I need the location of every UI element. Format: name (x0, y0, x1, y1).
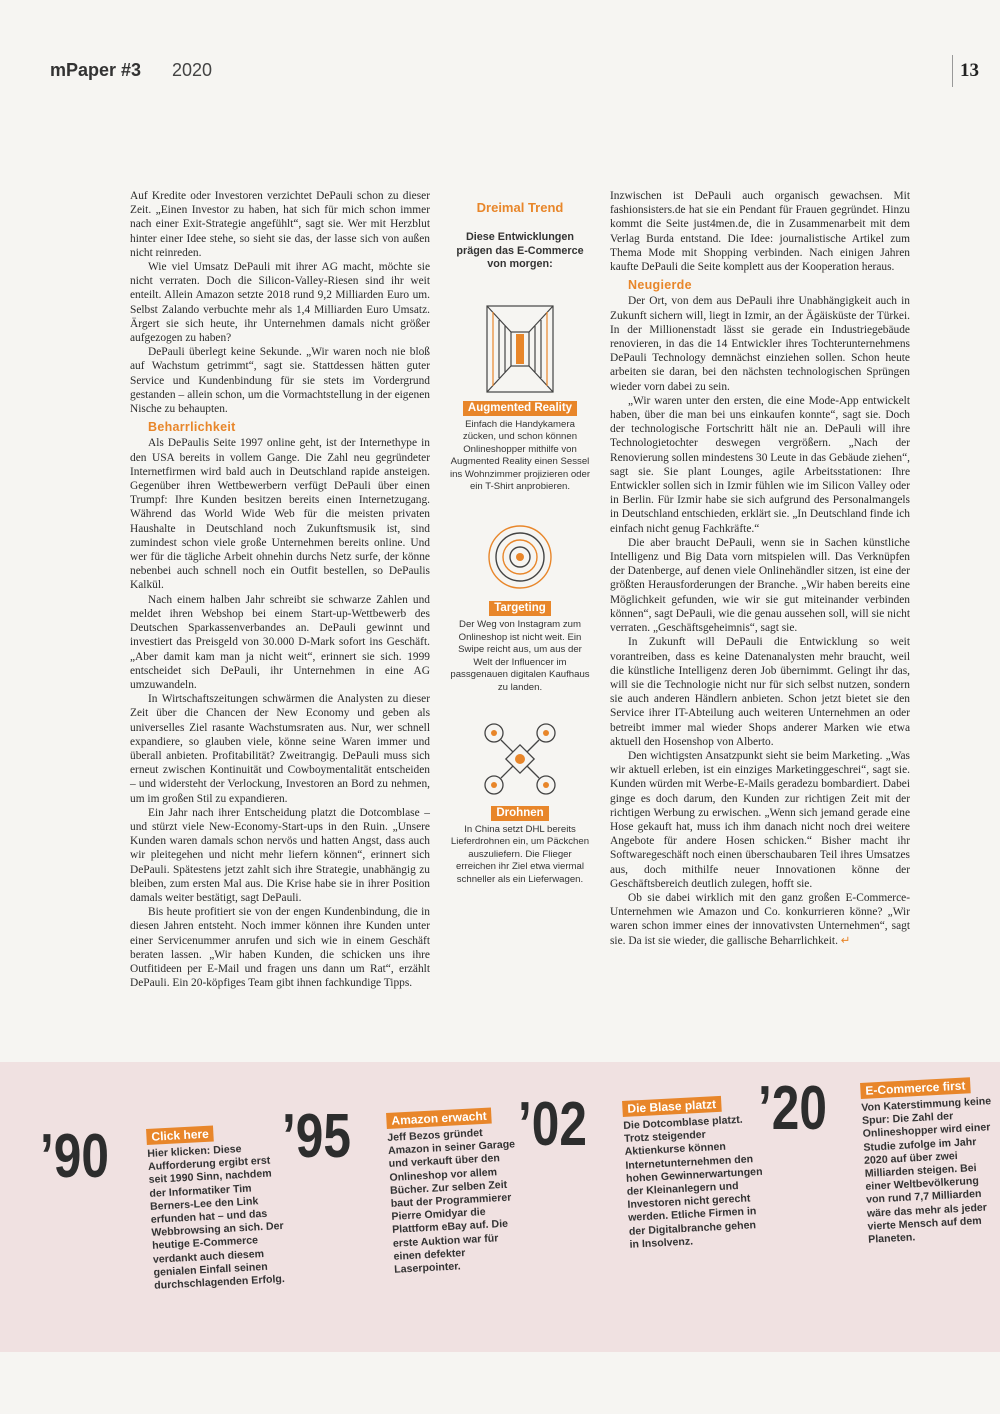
trend-text: Der Weg von Instagram zum Onlineshop ist nicht weit. Ein Swipe reicht aus, um aus der Welt der Influencer im passgenauen digitalen Kaufhaus zu landen. (450, 619, 590, 694)
trend-sidebar (448, 200, 592, 887)
timeline-entry (386, 1105, 526, 1277)
trend-text: In China setzt DHL bereits Lieferdrohnen ein, um Päckchen auszuliefern. Die Flieger erreichen ihr Ziel etwa viermal schneller als ein Lieferwagen. (450, 823, 590, 885)
paragraph: Auf Kredite oder Investoren verzichtet DePauli schon zu dieser Zeit. „Einen Investor zu haben, hat sich für mich schon immer nach einer Exit-Strategie angefühlt“, sagt sie. Wer mit Herzblut hinter einer Idee stehe, so sieht sie das, der lasse sich von außen nicht reinreden. (130, 190, 430, 259)
paragraph: Der Ort, von dem aus DePauli ihre Unabhängigkeit auch in Zukunft sichern will, liegt in Izmir, an der Ägäisküste der Türkei. In der Millionenstadt lässt sie gerade ein Industriegebäude renovieren, in das die 14 Entwickler ihres Tochterunternehmens DePauli Technology demnächst einziehen sollen. Schon heute arbeiten sie daran, bei den nächsten technologischen Sprüngen wieder vorn dabei zu sein. (610, 295, 910, 393)
timeline-label: Click here (146, 1125, 214, 1145)
section-heading: Beharrlichkeit (148, 420, 236, 435)
paragraph: Bis heute profitiert sie von der engen Kundenbindung, die in diesen Jahren entsteht. Noch immer können ihre Kunden unter einer Servicenummer anrufen und sich wie in einem Geschäft beraten lassen. „Wir haben Kunden, die schicken uns ihre Outfitideen per E-Mail und fragen uns dann um Rat“, erzählt DePauli. Ein 20-köpfiges Team gibt ihnen fachkundige Tipps. (130, 906, 430, 990)
trend-label-ar: Augmented Reality (463, 401, 577, 416)
timeline-label: E-Commerce first (860, 1077, 971, 1099)
paragraph: Die aber braucht DePauli, wenn sie in Sachen künstliche Intelligenz und Big Data vorn mitspielen will. Das Verknüpfen der Datenberge, auf denen viele Onlinehändler sitzen, ist eine der größten Herausforderungen der Branche. „Wir haben bereits eine Möglichkeit gefunden, wie wir sie gut miteinander verbinden können“, sagt DePauli, wie die genau aussehen soll, will sie nicht verraten. „Geschäftsgeheimnis“, sagt sie. (610, 536, 910, 635)
paragraph: Nach einem halben Jahr schreibt sie schwarze Zahlen und meldet ihren Webshop bei einem Start-up-Wettbewerb des Deutschen Sparkassenverbandes an. DePauli gewinnt und investiert das Preisgeld von 30.000 D-Mark sofort ins Geschäft. „Aber damit kam man ja nicht weit“, erinnert sie sich. 1999 entscheidet sich DePauli, ihr Unternehmen in eine AG umzuwandeln. (130, 593, 430, 691)
target-icon (485, 522, 555, 592)
timeline-year: ’02 (518, 1090, 587, 1159)
timeline-text: Hier klicken: Diese Aufforderung ergibt erst seit 1990 Sinn, nachdem der Informatiker Tim Berners-Lee den Link erfunden hat – und das Webbrowsing an sich. Der heutige E-Commerce verdankt auch diesem genialen Einfall seinen durchschlagenden Erfolg. (147, 1143, 286, 1292)
timeline-year: ’20 (758, 1074, 827, 1143)
drone-icon (480, 719, 560, 799)
timeline-text: Die Dotcomblase platzt. Trotz steigender Aktienkurse können Internetunternehmen den hohen Gewinnerwartungen der Kleinanlegern und Investoren nicht gerecht werden. Etliche Firmen in der Digitalbranche gehen in Insolvenz. (623, 1113, 763, 1251)
trend-label-drones: Drohnen (491, 806, 548, 821)
paragraph: DePauli überlegt keine Sekunde. „Wir waren noch nie bloß auf Wachstum getrimmt“, sagt sie. Stattdessen hätten guter Service und Kundenbindung für sie stets im Vordergrund gestanden – allein schon, um die Vormachtstellung in der eigenen Nische zu behaupten. (130, 346, 430, 416)
timeline-band (0, 1062, 1000, 1352)
timeline-label: Amazon erwacht (386, 1107, 492, 1128)
paragraph: Als DePaulis Seite 1997 online geht, ist der Internethype in den USA bereits in vollem Gange. Die Zahl neu gegründeter Internetfirmen wird bald auch in Deutschland rapide ansteigen. Gegenüber ihren Wettbewerbern verfügt DePauli über einen Trumpf: Ihre Kunden besitzen bereits einen Internetzugang. Während das World Wide Web für die meisten privaten Haushalte in Deutschland noch Zukunftsmusik ist, sind zumindest schon viele große Unternehmen bereits online. Und wer für die tägliche Arbeit ohnehin durchs Netz surfe, der könne nebenbei auch schnell noch ein Outfit bestellen, so DePaulis Kalkül. (130, 437, 430, 592)
timeline-entry (622, 1093, 768, 1252)
sidebar-title: Dreimal Trend (476, 200, 564, 215)
paragraph: In Zukunft will DePauli die Entwicklung so weit vorantreiben, dass es keine Datenanalysten mehr braucht, weil die künstliche Intelligenz deren Job übernimmt. Gelingt ihr das, will sie die Technologie nicht nur für sich selbst nutzen, sondern sie auch anderen Händlern anbieten. Schon jetzt bietet sie den Service ihrer IT-Abteilung auch weiteren Unternehmen an oder betreibt immer mal wieder Shops anderer Marken wie etwa aktuell den Hosenshop von Alberto. (610, 636, 910, 748)
section-heading: Neugierde (628, 278, 692, 293)
paragraph: Inzwischen ist DePauli auch organisch gewachsen. Mit fashionsisters.de hat sie ein Pendant für Frauen gegründet. Hinzu kommt die Seite just4men.de, die in Zusammenarbeit mit dem Verlag Burda entstand. Die Idee: journalistische Artikel zum Thema Mode mit Shopping verbinden. Nach einigen Jahren kaufte DePauli die Seite komplett aus der Kooperation heraus. (610, 190, 910, 274)
timeline-entry (146, 1121, 292, 1293)
timeline-year: ’90 (40, 1122, 109, 1191)
paragraph: Wie viel Umsatz DePauli mit ihrer AG macht, möchte sie nicht verraten. Doch die Silicon-Valley-Riesen sind ihr weit enteilt. Allein Amazon setzte 2018 rund 9,2 Milliarden Euro um. Selbst Zalando verbuchte mehr als 1,4 Milliarden Euro Umsatz. Ärgert sie sich heute, ihr Unternehmen damals nicht größer aufgezogen zu haben? (130, 261, 430, 345)
timeline-entry (860, 1075, 998, 1247)
end-mark-icon: ↵ (840, 934, 851, 947)
paragraph-text: Ob sie dabei wirklich mit den ganz großen E-Commerce-Unternehmen wie Amazon und Co. konkurrieren könne? „Wir waren schon immer eines der innovativsten Unternehmen“, sagt sie. Da ist sie wieder, die gallische Beharrlichkeit. (610, 891, 910, 947)
magazine-title: mPaper #3 (50, 60, 142, 80)
article-column-left (130, 189, 430, 990)
timeline-text: Von Katerstimmung keine Spur: Die Zahl der Onlineshopper wird einer Studie zufolge im Jahr 2020 auf über zwei Milliarden steigen. Bei einer Weltbevölkerung von rund 7,7 Milliarden wäre das mehr als jeder vierte Mensch auf dem Planeten. (861, 1095, 992, 1246)
paragraph: Den wichtigsten Ansatzpunkt sieht sie beim Marketing. „Was wir aktuell erleben, ist ein einziges Marketinggeschrei“, sagt sie. Kunden würden mit Werbe-E-Mails geradezu bombardiert. Dabei ginge es doch darum, den Kunden zur richtigen Zeit mit der richtigen Werbung zu erwischen. „Wenn sich jemand gerade eine Hose gekauft hat, muss ich ihm danach nicht noch drei weitere Angebote für andere Hosen schicken.“ Bisher macht ihr Softwaregeschäft noch einen überschaubaren Teil ihres Umsatzes aus, doch mithilfe neuer Innovationen könne der Geschäftsbereich deutlich zulegen, hofft sie. (610, 749, 910, 890)
timeline-label: Die Blase platzt (622, 1096, 721, 1117)
timeline-text: Jeff Bezos gründet Amazon in seiner Garage und verkauft über den Onlineshop vor allem Bücher. Zur selben Zeit baut der Programmierer Pierre Omidyar die Plattform eBay auf. Die erste Auktion war für einen defekter Laserpointer. (387, 1126, 516, 1276)
header-divider (952, 55, 953, 87)
article-column-right (610, 189, 910, 948)
trend-text: Einfach die Handykamera zücken, und schon können Onlineshopper mithilfe von Augmented Reality einen Sessel ins Wohnzimmer projizieren oder ein T-Shirt anprobieren. (449, 418, 591, 493)
trend-label-targeting: Targeting (489, 601, 551, 616)
paragraph: In Wirtschaftszeitungen schwärmen die Analysten zu dieser Zeit über die Chancen der New Economy und geben als universelles Ziel rasante Wachstumsraten aus. Nur, wer schnell expandiere, so glauben viele, könne seine Waren immer und überall anbieten. Profitabilität? Zweitrangig. DePauli muss sich erneut zwischen Kontinuität und Cowboymentalität entscheiden – und widersteht der Verlockung, Investoren an Bord zu nehmen, um im großen Stil zu expandieren. (130, 693, 430, 805)
issue-year: 2020 (172, 60, 213, 80)
page-number: 13 (960, 60, 979, 81)
sidebar-subtitle: Diese Entwicklungen prägen das E-Commerce von morgen: (456, 231, 584, 270)
paragraph: Ein Jahr nach ihrer Entscheidung platzt die Dotcomblase – und stürzt viele New-Economy-Start-ups in den Ruin. „Unsere Kunden waren damals schon nervös und hatten Angst, dass auch wir pleitegehen und nicht mehr liefern können“, erinnert sich DePauli. Spätestens jetzt zahlt sich ihre Strategie, unabhängig zu bleiben, zum ersten Mal aus. Die Krise habe sie in ihrer Position damals weiter bestätigt, sagt DePauli. (130, 806, 430, 904)
paragraph: „Wir waren unter den ersten, die eine Mode-App entwickelt haben, über die man bei uns einkaufen konnte“, sagt sie. Doch der technologische Fortschritt hält nie an. DePauli will ihre Technologietochter deswegen vergrößern. „Nach der Renovierung sollen mindestens 30 Leute in das Gebäude ziehen“, sagt sie. Sie plant Lounges, agile Arbeitsstationen: Ihre Entwickler sollen sich in Izmir fühlen wie im Silicon Valley oder in Berlin. Für Izmir habe sie sich aufgrund des Personalmangels in Deutschland entschieden, erklärt sie. „In Deutschland finde ich einfach nicht genug Fachkräfte.“ (610, 394, 910, 535)
augmented-reality-icon (485, 304, 555, 394)
paragraph (610, 891, 910, 948)
timeline-year: ’95 (282, 1102, 351, 1171)
